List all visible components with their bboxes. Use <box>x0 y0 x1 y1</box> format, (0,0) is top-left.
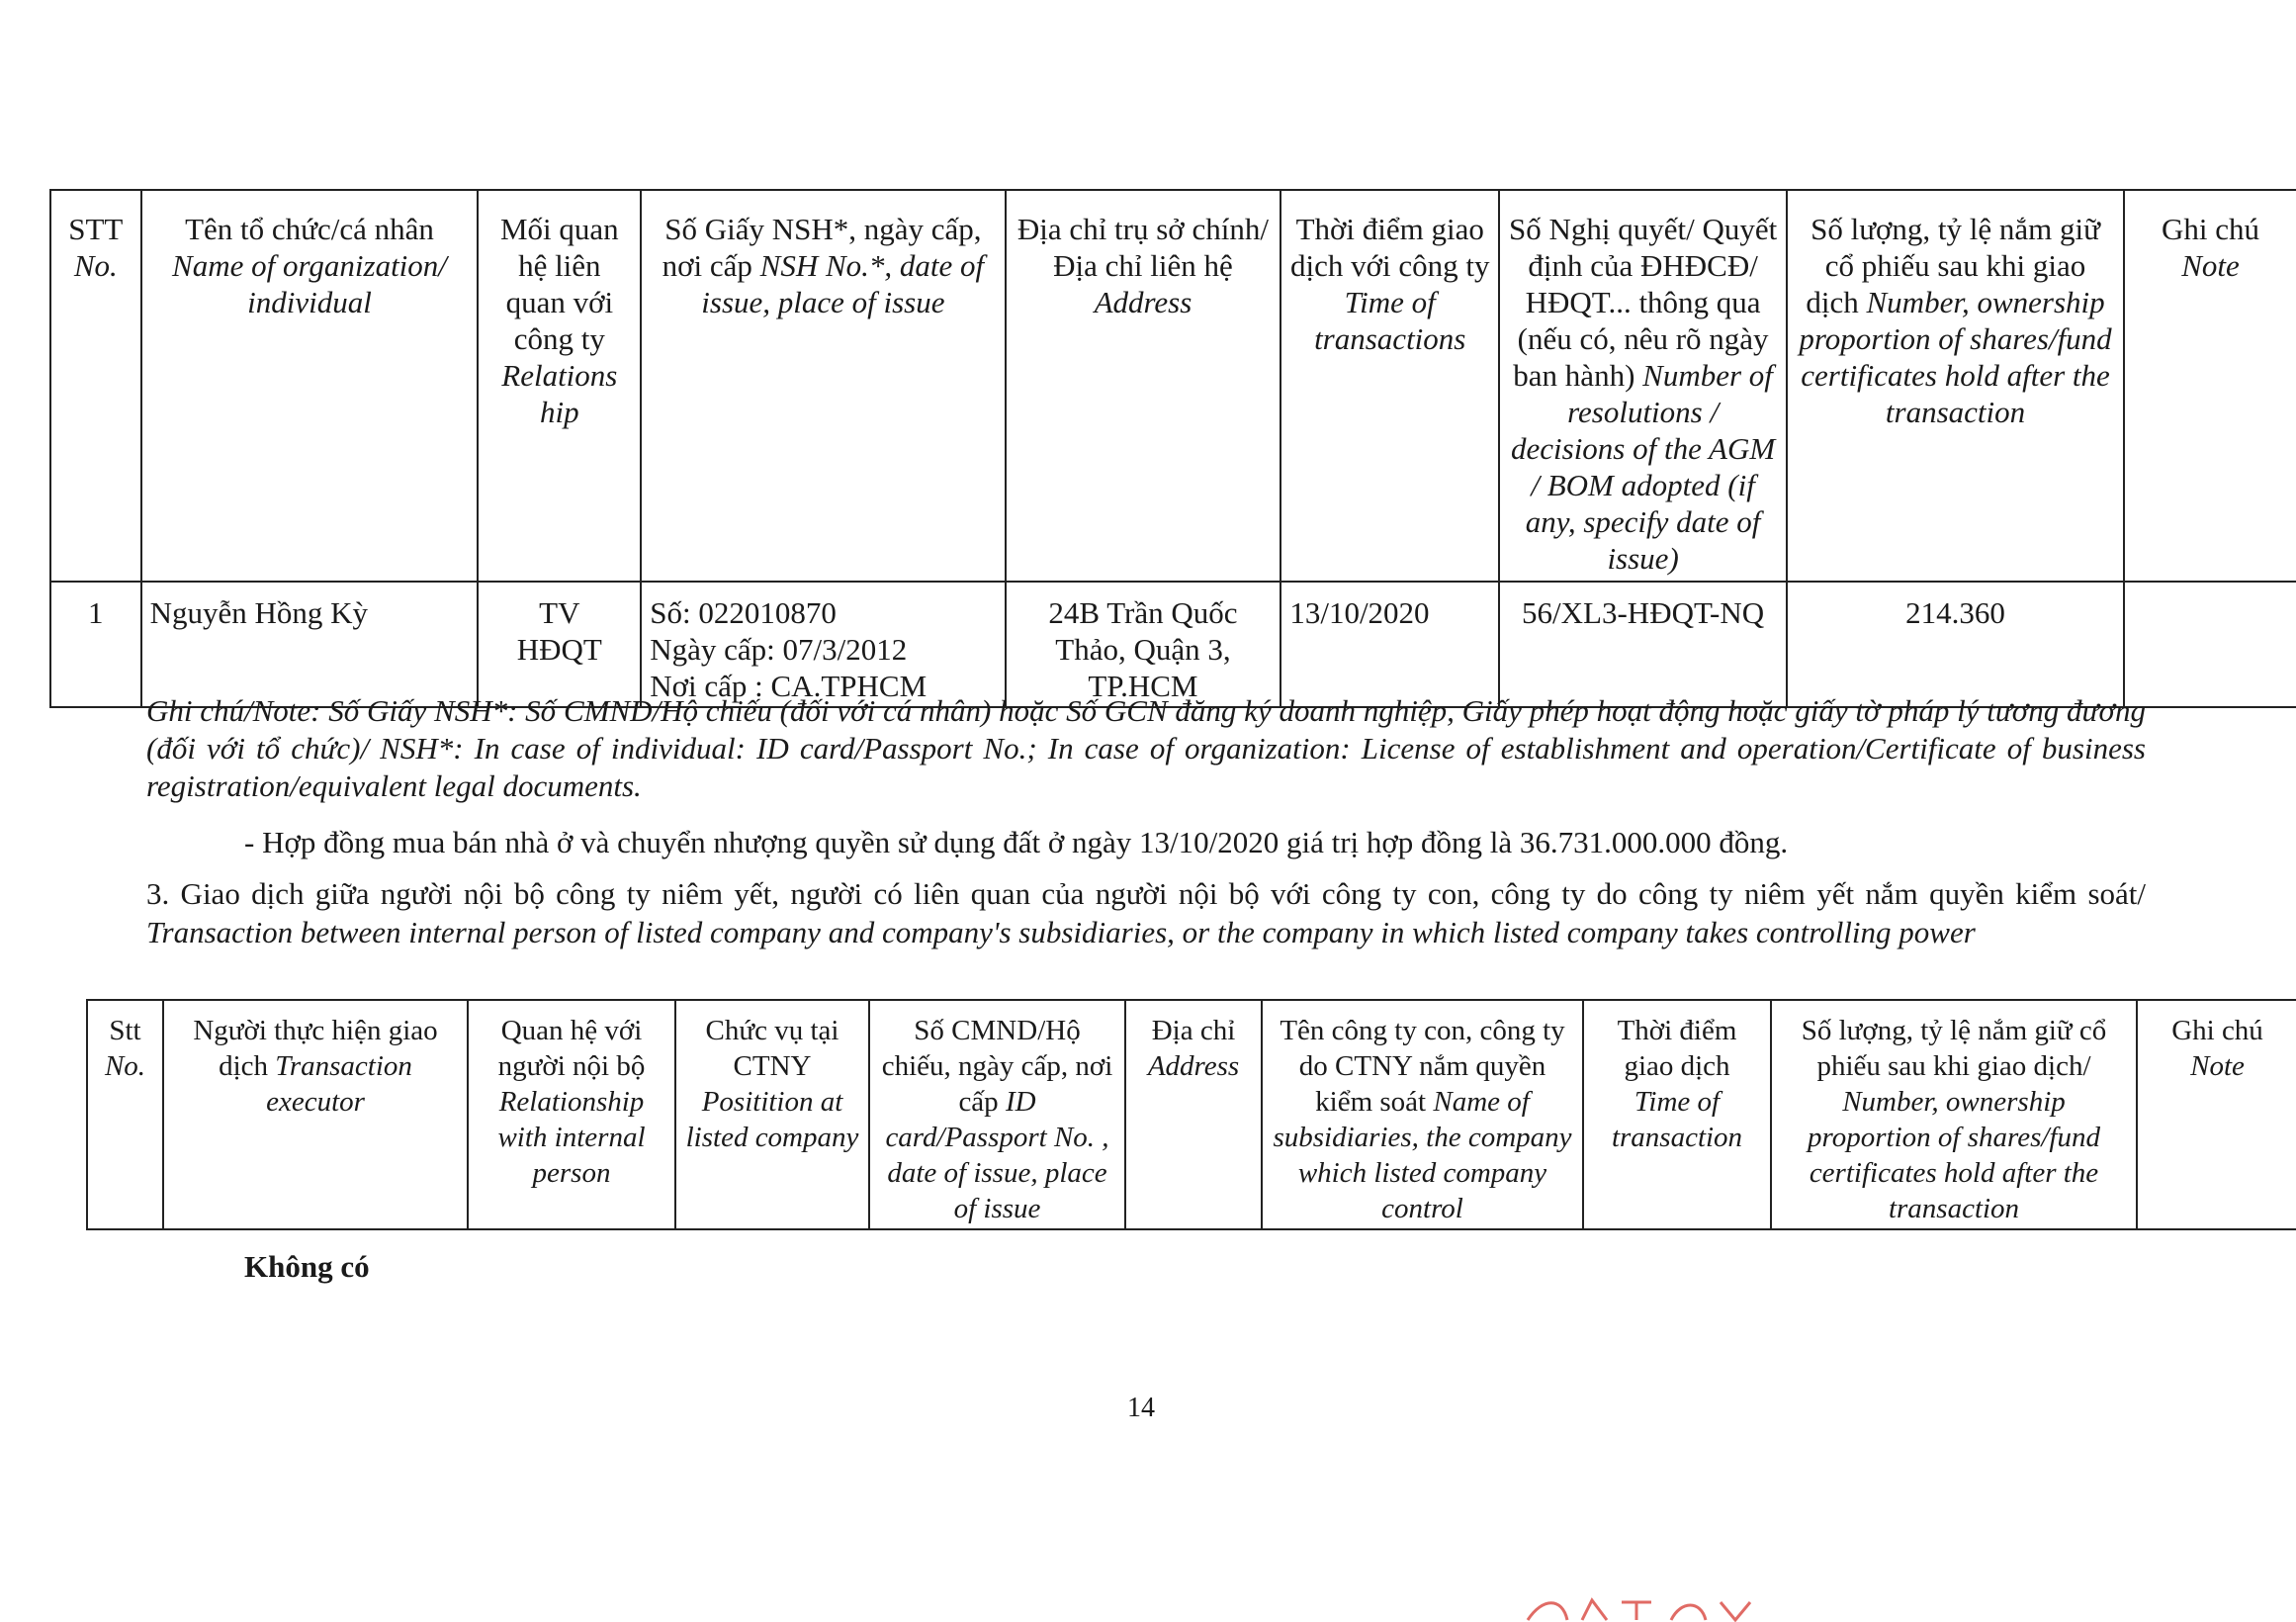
cell-quantity: 214.360 <box>1787 582 2124 707</box>
cell-time: 13/10/2020 <box>1280 582 1499 707</box>
header-address: Địa chỉ trụ sở chính/ Địa chỉ liên hệ Address <box>1006 190 1281 582</box>
cell-no: 1 <box>50 582 141 707</box>
header-relationship: Mối quan hệ liên quan với công ty Relations hip <box>478 190 641 582</box>
header-quantity: Số lượng, tỷ lệ nắm giữ cổ phiếu sau khi giao dịch Number, ownership proportion of shares/fund certificates hold after the transaction <box>1787 190 2124 582</box>
cell-resolution: 56/XL3-HĐQT-NQ <box>1499 582 1787 707</box>
header-note: Ghi chú Note <box>2124 190 2296 582</box>
page-number: 14 <box>1127 1393 1155 1423</box>
footnote: Ghi chú/Note: Số Giấy NSH*: Số CMND/Hộ chiếu (đối với cá nhân) hoặc Số GCN đăng ký doanh nghiệp, Giấy phép hoạt động hoặc giấy tờ pháp lý tương đương (đối với tổ chức)/ NSH*: In case of individual: ID card/Passport No.; In case of organization: License of establishment and operation/Certificate of business registration/equivalent legal documents. <box>146 693 2146 803</box>
header-name: Tên tổ chức/cá nhân Name of organization/ individual <box>141 190 479 582</box>
related-person-transaction-table <box>49 189 2296 708</box>
header-resolution: Số Nghị quyết/ Quyết định của ĐHĐCĐ/ HĐQT... thông qua (nếu có, nêu rõ ngày ban hành) Number of resolutions / decisions of the AGM / BOM adopted (if any, specify date of issue) <box>1499 190 1787 582</box>
header-note: Ghi chú Note <box>2137 1000 2296 1229</box>
table-header-row <box>50 190 2296 582</box>
header-executor: Người thực hiện giao dịch Transaction executor <box>163 1000 468 1229</box>
table-row <box>50 582 2296 707</box>
header-address: Địa chỉ Address <box>1125 1000 1262 1229</box>
header-no: STT No. <box>50 190 141 582</box>
cell-name: Nguyễn Hồng Kỳ <box>141 582 479 707</box>
header-quantity: Số lượng, tỷ lệ nắm giữ cổ phiếu sau khi giao dịch/ Number, ownership proportion of shares/fund certificates hold after the transaction <box>1771 1000 2137 1229</box>
header-position: Chức vụ tại CTNY Positition at listed company <box>675 1000 869 1229</box>
subsidiary-transaction-table <box>86 999 2296 1230</box>
cell-relationship: TV HĐQT <box>478 582 641 707</box>
section-3-heading: 3. Giao dịch giữa người nội bộ công ty niêm yết, người có liên quan của người nội bộ với công ty con, công ty do công ty niêm yết nắm quyền kiểm soát/ Transaction between internal person of listed company and company's subsidiaries, or the company in which listed company takes controlling power <box>146 876 2146 949</box>
cell-address: 24B Trần Quốc Thảo, Quận 3, TP.HCM <box>1006 582 1281 707</box>
contract-bullet: - Hợp đồng mua bán nhà ở và chuyển nhượng quyền sử dụng đất ở ngày 13/10/2020 giá trị hợp đồng là 36.731.000.000 đồng. <box>244 825 1789 859</box>
table-header-row <box>87 1000 2296 1229</box>
header-time: Thời điểm giao dịch với công ty Time of transactions <box>1280 190 1499 582</box>
header-no: Stt No. <box>87 1000 163 1229</box>
header-relationship: Quan hệ với người nội bộ Relationship with internal person <box>468 1000 675 1229</box>
header-time: Thời điểm giao dịch Time of transaction <box>1583 1000 1771 1229</box>
cell-note <box>2124 582 2296 707</box>
header-id: Số CMND/Hộ chiếu, ngày cấp, nơi cấp ID card/Passport No. , date of issue, place of issue <box>869 1000 1125 1229</box>
no-data-label: Không có <box>244 1249 370 1284</box>
header-nsh: Số Giấy NSH*, ngày cấp, nơi cấp NSH No.*, date of issue, place of issue <box>641 190 1005 582</box>
cell-nsh: Số: 022010870 Ngày cấp: 07/3/2012 Nơi cấp : CA.TPHCM <box>641 582 1005 707</box>
header-subsidiary: Tên công ty con, công ty do CTNY nắm quyền kiểm soát Name of subsidiaries, the company which listed company control <box>1262 1000 1583 1229</box>
